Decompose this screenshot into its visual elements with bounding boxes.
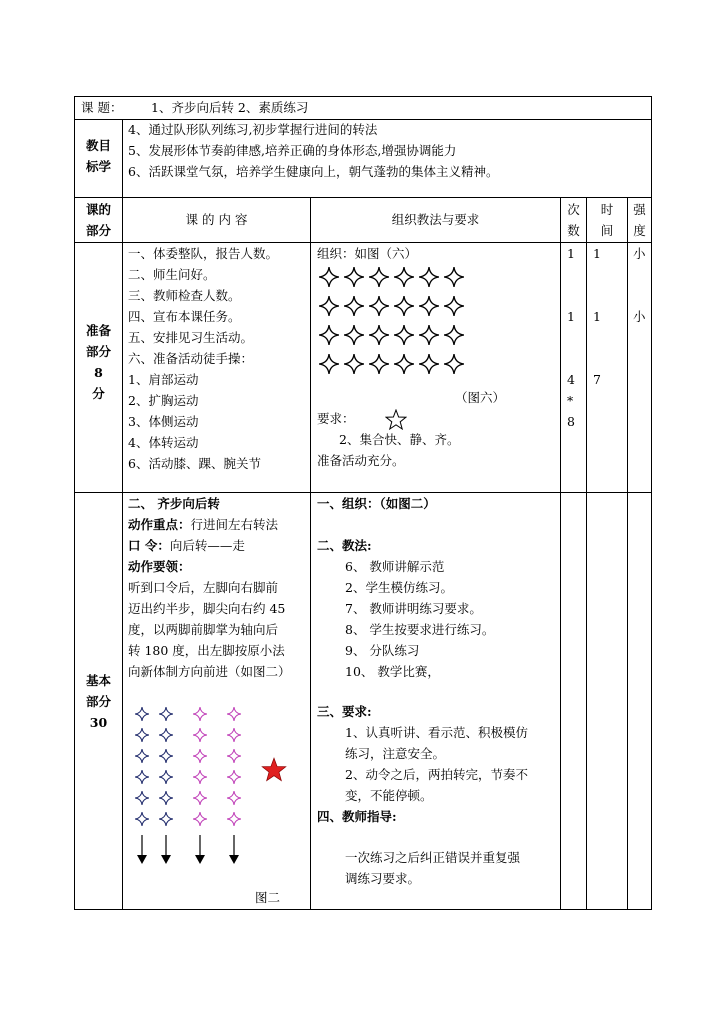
four-point-star-icon (394, 267, 414, 287)
method-req-line: 变，不能停顿。 (345, 788, 433, 803)
down-arrow-icon (136, 835, 148, 865)
title-label: 课 题： (81, 100, 123, 115)
prep-item: 6、活动膝、踝、腕关节 (128, 456, 261, 471)
prep-figure-caption: （图六） (455, 390, 506, 405)
lesson-plan-table (74, 96, 652, 910)
method-guide-label: 四、教师指导: (317, 809, 397, 824)
essentials-text: 听到口令后，左脚向右脚前 迈出约半步，脚尖向右约 45 度，以两脚前脚掌为轴向后 转 180 度，出左脚按原小法 向新体制方向前进（如图二） (128, 580, 291, 679)
four-point-star-icon (227, 749, 241, 763)
four-point-star-icon (135, 707, 149, 721)
prep-content (128, 243, 278, 474)
basic-formation-figure (135, 707, 295, 867)
four-point-star-icon (394, 325, 414, 345)
four-point-star-icon (227, 770, 241, 784)
method-req-line: 练习，注意安全。 (345, 746, 446, 761)
prep-time: 1 (593, 309, 601, 324)
four-point-star-icon (159, 770, 173, 784)
prep-formation-figure (319, 267, 469, 385)
four-point-star-icon (444, 296, 464, 316)
four-point-star-icon (419, 267, 439, 287)
four-point-star-icon (344, 325, 364, 345)
four-point-star-icon (193, 728, 207, 742)
prep-req-item: 2、集合快、静、齐。 (339, 432, 460, 447)
prep-req-label: 要求： (317, 411, 355, 426)
four-point-star-icon (394, 354, 414, 374)
four-point-star-icon (227, 791, 241, 805)
four-point-star-icon (444, 325, 464, 345)
method-req-line: 1、认真听讲、看示范、积极模仿 (345, 725, 528, 740)
prep-item: 三、教师检查人数。 (128, 288, 241, 303)
objective-item: 5、发展形体节奏韵律感,培养正确的身体形态,增强协调能力 (128, 143, 457, 158)
four-point-star-icon (319, 296, 339, 316)
four-point-star-icon (193, 707, 207, 721)
prep-intensity: 小 (633, 309, 646, 324)
four-point-star-icon (159, 812, 173, 826)
header-count: 次 数 (567, 202, 580, 238)
objectives-list (128, 119, 498, 182)
four-point-star-icon (135, 791, 149, 805)
header-part: 课的 部分 (85, 202, 111, 238)
objectives-label: 教目 标学 (85, 138, 111, 174)
teacher-star-icon (261, 757, 287, 783)
method-teach-list: 6、 教师讲解示范 2、学生模仿练习。 7、 教师讲明练习要求。 8、 学生按要求进行练习。 9、 分队练习 10、 教学比赛， (345, 559, 495, 679)
four-point-star-icon (135, 749, 149, 763)
key-point: 动作重点：行进间左右转法 (128, 517, 279, 532)
four-point-star-icon (369, 267, 389, 287)
objective-item: 4、通过队形队列练习,初步掌握行进间的转法 (128, 122, 378, 137)
down-arrow-icon (194, 835, 206, 865)
four-point-star-icon (193, 749, 207, 763)
four-point-star-icon (444, 267, 464, 287)
four-point-star-icon (227, 812, 241, 826)
down-arrow-icon (228, 835, 240, 865)
four-point-star-icon (344, 296, 364, 316)
method-guide-line: 调练习要求。 (345, 871, 421, 886)
essentials-label: 动作要领： (128, 559, 191, 574)
four-point-star-icon (159, 791, 173, 805)
four-point-star-icon (227, 728, 241, 742)
four-point-star-icon (319, 325, 339, 345)
method-req-label: 三、要求: (317, 704, 372, 719)
prep-time: 7 (593, 372, 601, 387)
four-point-star-icon (135, 812, 149, 826)
four-point-star-icon (159, 707, 173, 721)
objective-item: 6、活跃课堂气氛，培养学生健康向上，朝气蓬勃的集体主义精神。 (128, 164, 499, 179)
prep-item: 4、体转运动 (128, 435, 199, 450)
four-point-star-icon (369, 296, 389, 316)
prep-org-label: 组织：如图（六） (317, 246, 418, 261)
prep-count: 1 (567, 246, 575, 261)
four-point-star-icon (319, 354, 339, 374)
prep-part-label: 准备 部分 8 分 (85, 323, 111, 401)
method-guide-line: 一次练习之后纠正错误并重复强 (345, 850, 521, 865)
prep-req-item: 准备活动充分。 (317, 453, 405, 468)
four-point-star-icon (419, 354, 439, 374)
method-teach-label: 二、教法: (317, 538, 372, 553)
prep-time: 1 (593, 246, 601, 261)
down-arrow-icon (160, 835, 172, 865)
four-point-star-icon (159, 749, 173, 763)
four-point-star-icon (159, 728, 173, 742)
lesson-topic: 1、齐步向后转 2、素质练习 (151, 100, 309, 115)
prep-item: 一、体委整队，报告人数。 (128, 246, 279, 261)
prep-intensity: 小 (633, 246, 646, 261)
prep-item: 六、准备活动徒手操： (128, 351, 254, 366)
four-point-star-icon (419, 296, 439, 316)
prep-count: * (567, 393, 574, 408)
four-point-star-icon (419, 325, 439, 345)
four-point-star-icon (193, 812, 207, 826)
method-org: 一、组织：（如图二） (317, 496, 436, 511)
four-point-star-icon (344, 354, 364, 374)
basic-figure-caption: 图二 (255, 890, 281, 905)
four-point-star-icon (135, 728, 149, 742)
prep-count: 8 (567, 414, 575, 429)
star-outline-icon (385, 409, 407, 431)
basic-part-label: 基本 部分 30 (85, 673, 111, 730)
four-point-star-icon (193, 791, 207, 805)
four-point-star-icon (344, 267, 364, 287)
four-point-star-icon (319, 267, 339, 287)
four-point-star-icon (135, 770, 149, 784)
four-point-star-icon (369, 354, 389, 374)
prep-item: 四、宣布本课任务。 (128, 309, 241, 324)
prep-count: 4 (567, 372, 575, 387)
header-intensity: 强 度 (633, 202, 646, 238)
prep-item: 3、体侧运动 (128, 414, 199, 429)
basic-content-title: 二、 齐步向后转 (128, 496, 220, 511)
prep-item: 二、师生问好。 (128, 267, 216, 282)
method-req-line: 2、动令之后，两拍转完，节奏不 (345, 767, 528, 782)
header-content: 课 的 内 容 (185, 212, 248, 227)
prep-count: 1 (567, 309, 575, 324)
four-point-star-icon (193, 770, 207, 784)
four-point-star-icon (444, 354, 464, 374)
header-time: 时 间 (600, 202, 614, 238)
prep-item: 五、安排见习生活动。 (128, 330, 254, 345)
prep-item: 2、扩胸运动 (128, 393, 199, 408)
four-point-star-icon (369, 325, 389, 345)
header-method: 组织教法与要求 (391, 212, 480, 227)
command: 口 令：向后转——走 (128, 538, 245, 553)
four-point-star-icon (394, 296, 414, 316)
prep-item: 1、肩部运动 (128, 372, 199, 387)
four-point-star-icon (227, 707, 241, 721)
